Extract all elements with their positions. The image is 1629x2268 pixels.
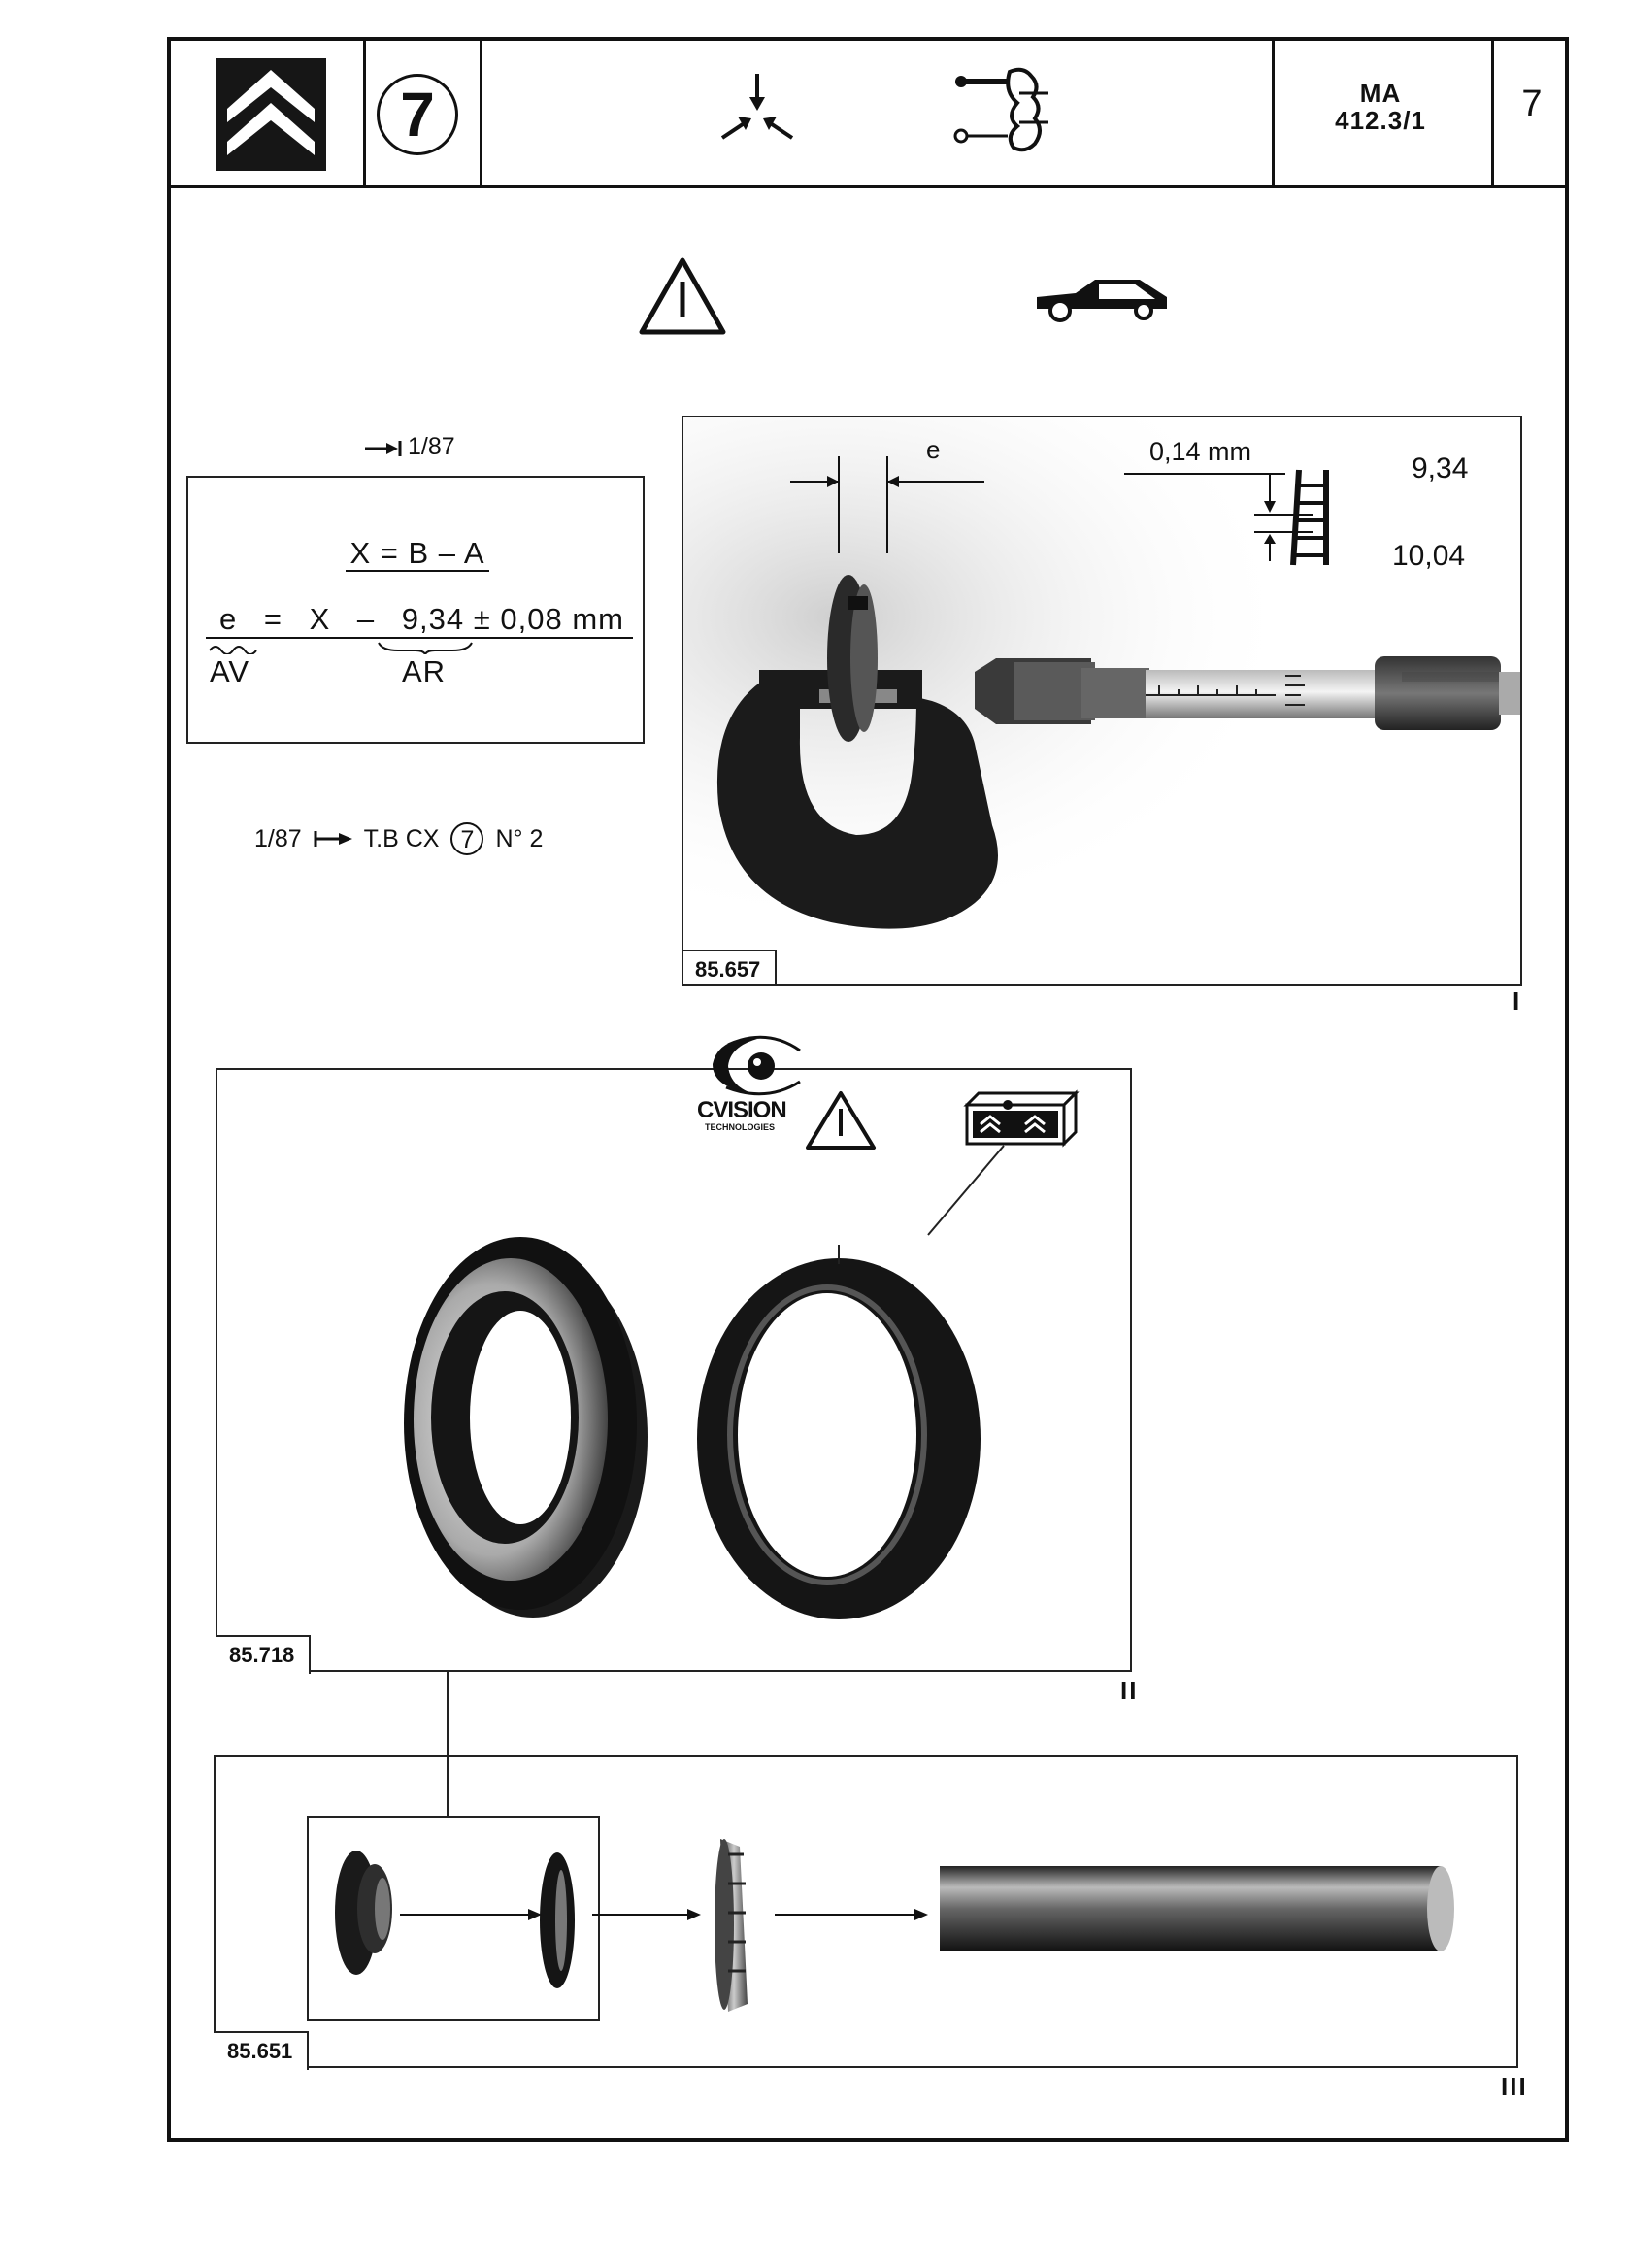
reference-note: 1/87	[408, 433, 455, 460]
photo-id-tag: 85.657	[682, 950, 777, 986]
step-ladder-icon	[1118, 456, 1332, 569]
citroen-parts-box-icon	[961, 1089, 1081, 1148]
formula-x: X	[309, 602, 331, 636]
formula-line-2	[206, 602, 633, 639]
footnote-no: N° 2	[495, 824, 544, 852]
figure-number-i: I	[1513, 986, 1522, 1016]
page-number: 7	[1521, 83, 1543, 124]
section-number: 7	[400, 80, 435, 150]
label-av: AV	[210, 654, 250, 688]
photo-id-tag: 85.651	[214, 2031, 309, 2070]
formula-box	[186, 476, 645, 744]
value-bottom: 10,04	[1392, 540, 1466, 572]
footnote-ref: 1/87	[254, 824, 302, 852]
photo-micrometer	[682, 416, 1522, 986]
vehicle-icon	[1031, 272, 1173, 326]
photo-id-tag: 85.718	[216, 1635, 311, 1674]
header-divider	[363, 37, 366, 188]
photo-assembly	[214, 1755, 1518, 2068]
adjust-arrows-icon	[709, 70, 806, 151]
tilde-brace	[208, 643, 258, 654]
header-divider	[480, 37, 482, 188]
formula-x-eq: X = B – A	[346, 536, 488, 572]
warning-icon	[804, 1089, 878, 1151]
cvision-logo-icon	[699, 1031, 806, 1099]
footnote	[254, 819, 543, 858]
formula-line-1	[188, 536, 647, 571]
figure-number-ii: II	[1120, 1676, 1139, 1705]
formula-minus: –	[356, 602, 376, 636]
dimension-e	[790, 456, 1023, 553]
formula-value: 9,34 ± 0,08 mm	[401, 602, 624, 636]
header-divider	[1491, 37, 1494, 188]
value-top: 9,34	[1412, 452, 1469, 484]
label-ar: AR	[402, 654, 447, 688]
footnote-circled: 7	[450, 822, 483, 855]
figure-number-iii: III	[1501, 2072, 1528, 2101]
arrow-to-bar-icon	[363, 439, 406, 458]
doc-reference	[1274, 80, 1487, 134]
cvision-text: CVISION	[697, 1097, 786, 1123]
steering-linkage-icon	[951, 64, 1058, 161]
photo-seals	[216, 1068, 1132, 1672]
footnote-target: T.B CX	[363, 824, 440, 852]
warning-icon	[636, 254, 729, 338]
formula-e: e	[219, 602, 238, 636]
citroen-logo	[216, 58, 326, 171]
cvision-subtext: TECHNOLOGIES	[705, 1122, 776, 1132]
bar-to-arrow-icon	[312, 829, 354, 849]
section-number-badge	[377, 74, 458, 155]
formula-eq: =	[263, 602, 283, 636]
dim-step-label: 0,14 mm	[1149, 437, 1252, 466]
curly-brace	[377, 641, 474, 654]
doc-ref-line1: MA	[1359, 79, 1402, 108]
dim-e-label: e	[926, 435, 941, 464]
doc-ref-line2: 412.3/1	[1335, 106, 1426, 135]
